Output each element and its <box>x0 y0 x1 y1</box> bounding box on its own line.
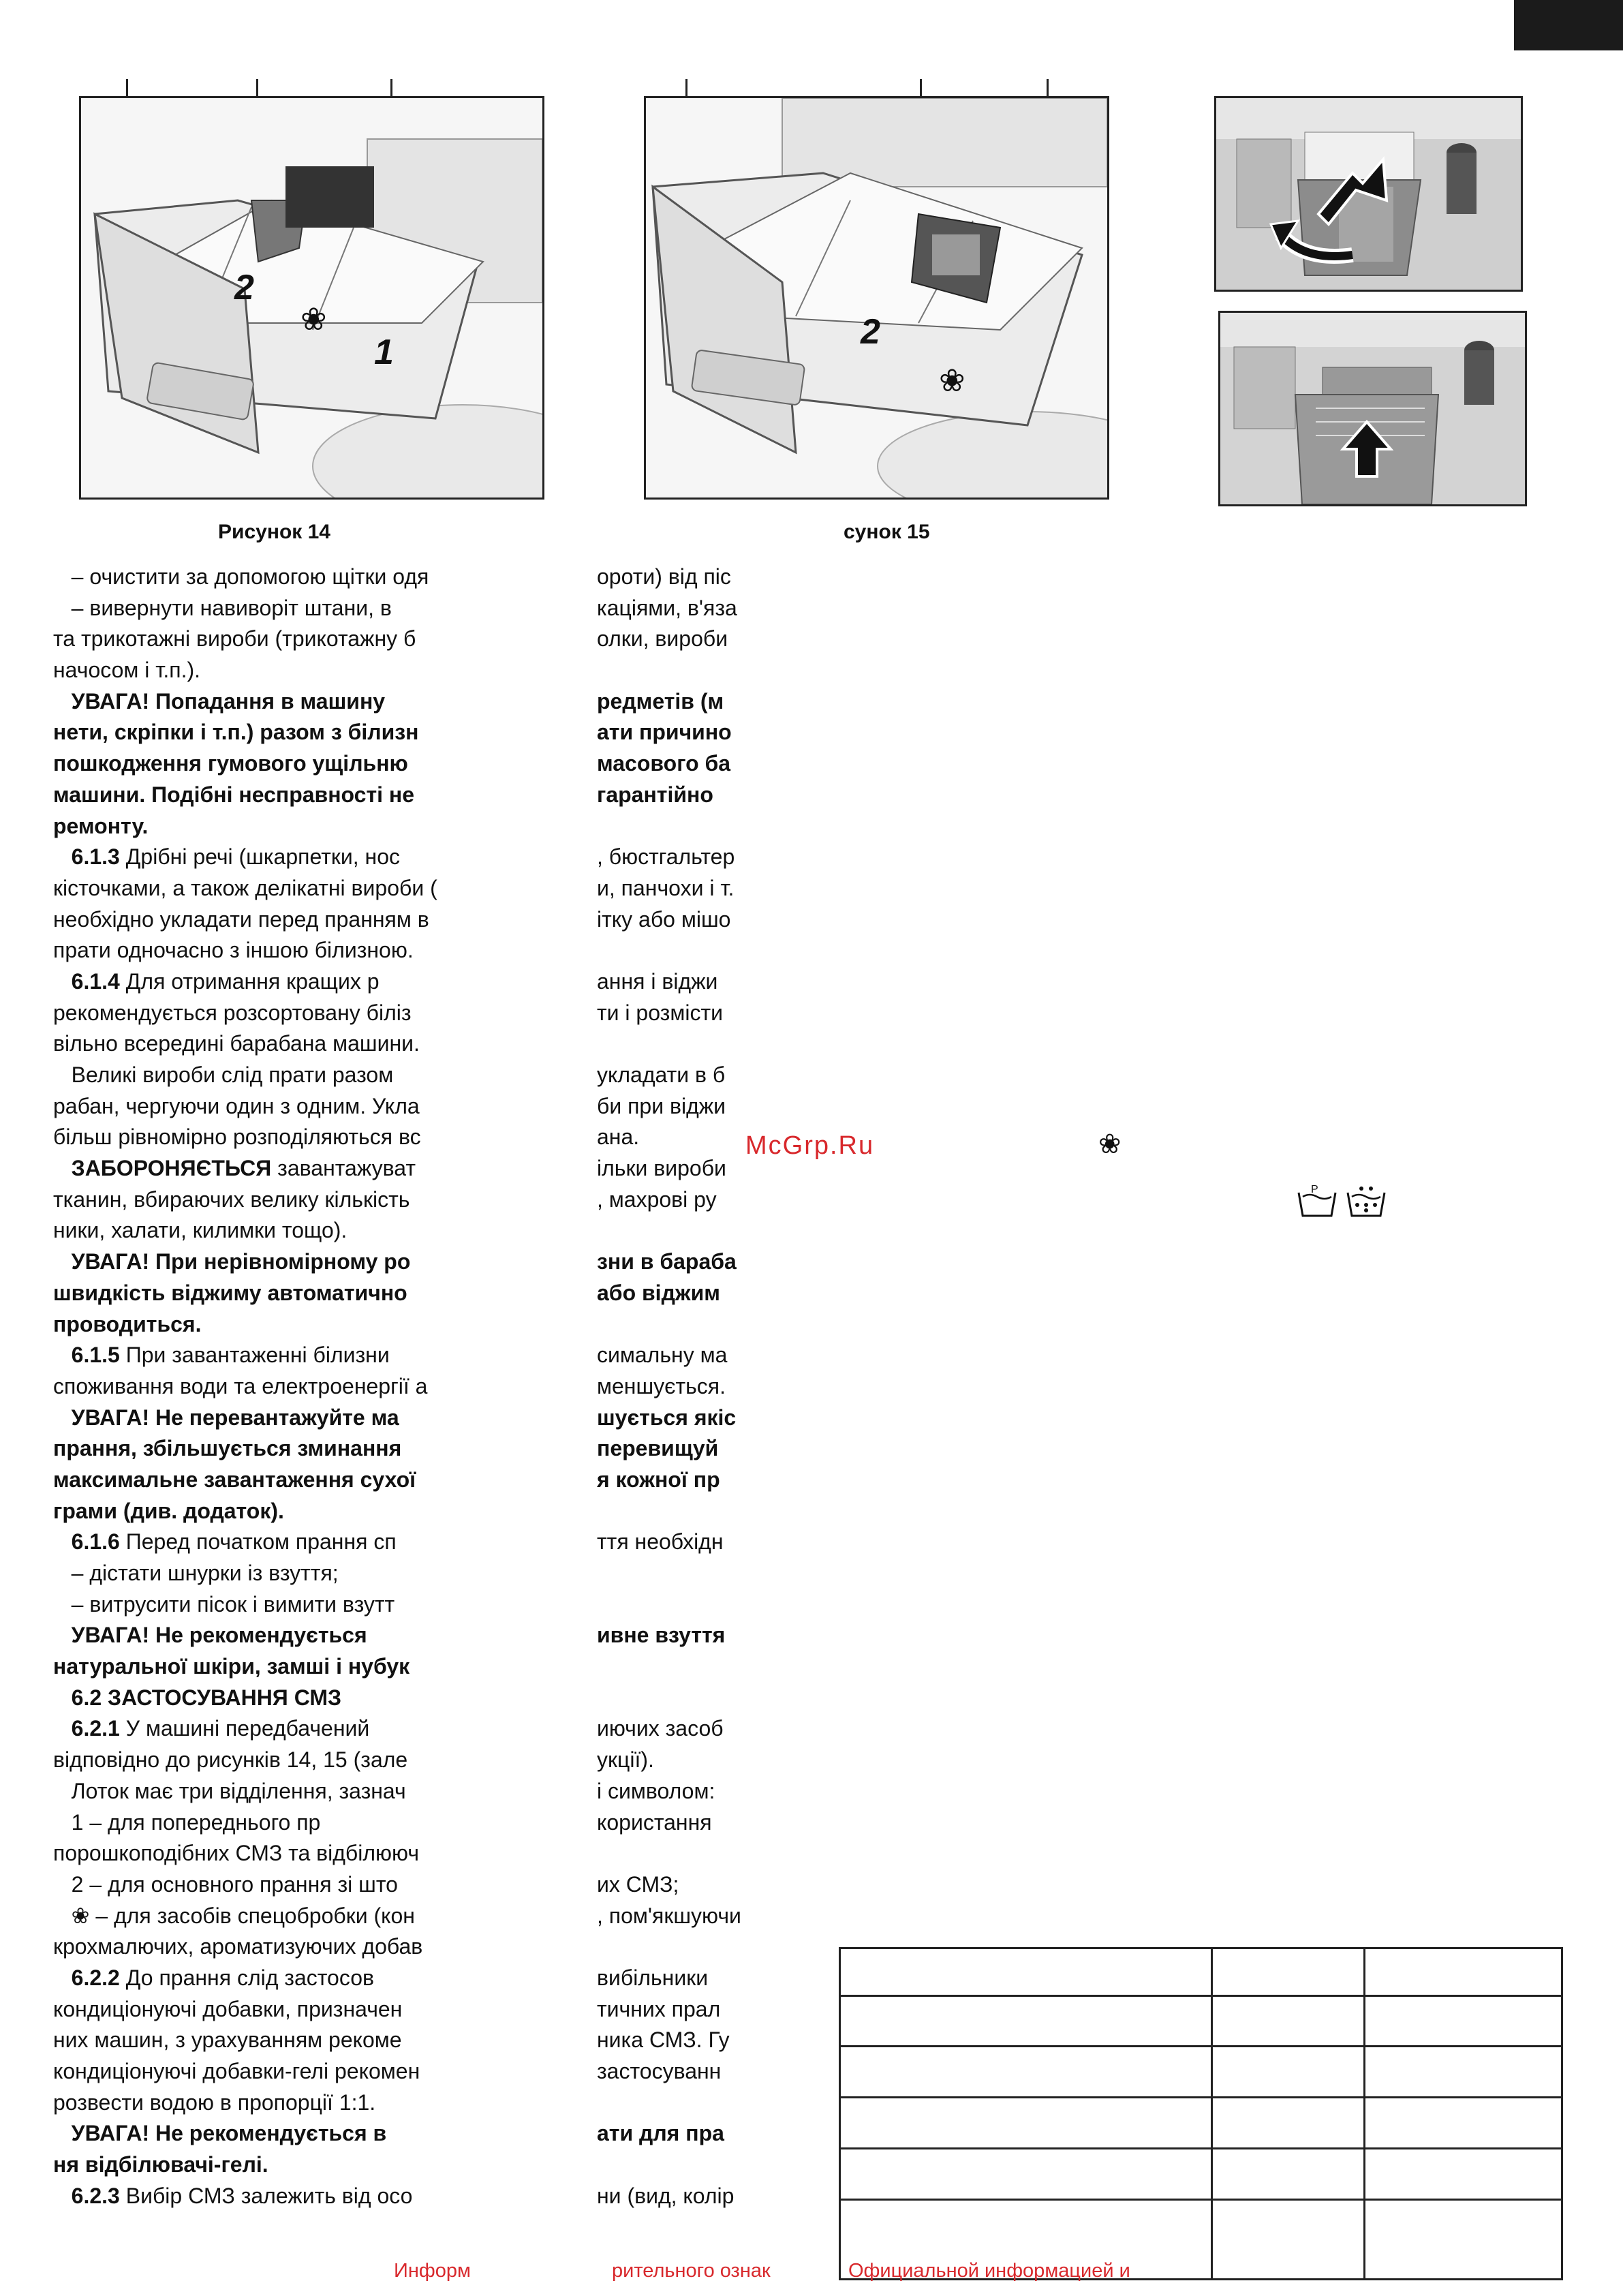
text-line: укладати в б <box>597 1062 726 1087</box>
text-line: нети, скріпки і т.п.) разом з білизн <box>53 720 419 745</box>
text-line: и, панчохи і т. <box>597 875 735 900</box>
figure-15-caption: сунок 15 <box>844 521 930 543</box>
text-line: ати причино <box>597 720 732 745</box>
text-line: , бюстгальтер <box>597 844 735 870</box>
left-text-column <box>53 562 437 2211</box>
text-line: 6.2 ЗАСТОСУВАННЯ СМЗ <box>53 1685 342 1710</box>
text-line: зни в бараба <box>597 1249 737 1274</box>
text-line: – очистити за допомогою щітки одя <box>53 564 429 589</box>
text-line: ня відбілювачі-гелі. <box>53 2152 268 2177</box>
text-line: грами (див. додаток). <box>53 1498 284 1523</box>
text-line: редметів (м <box>597 688 724 714</box>
text-line: начосом і т.п.). <box>53 658 201 683</box>
text-line: симальну ма <box>597 1343 728 1368</box>
text-line <box>597 1309 741 1341</box>
text-line: рабан, чергуючи один з одним. Укла <box>53 1093 420 1118</box>
text-line: і символом: <box>597 1778 715 1803</box>
text-line: відповідно до рисунків 14, 15 (зале <box>53 1747 408 1773</box>
page-corner-tab <box>1514 0 1623 50</box>
text-line: меншується. <box>597 1373 726 1398</box>
text-line <box>597 655 741 686</box>
data-table <box>839 1947 1563 2280</box>
text-line: , махрові ру <box>597 1187 717 1212</box>
text-line: 6.1.4 Для отримання кращих р <box>71 968 380 994</box>
footer-left: Информ <box>394 2260 471 2282</box>
text-line: ремонту. <box>53 813 149 838</box>
text-line: ороти) від піс <box>597 564 731 589</box>
text-line: ільки вироби <box>597 1156 726 1181</box>
text-line: максимальне завантаження сухої <box>53 1467 416 1492</box>
text-line <box>597 1215 741 1246</box>
text-line: порошкоподібних СМЗ та відбілююч <box>53 1841 419 1866</box>
text-line <box>597 1496 741 1527</box>
text-line: ана. <box>597 1124 640 1150</box>
text-line: Лоток має три відділення, зазнач <box>53 1778 406 1803</box>
text-line: я кожної пр <box>597 1467 720 1492</box>
drawer-illustration <box>81 98 542 498</box>
text-line: кондиціонуючі добавки-гелі рекомен <box>53 2059 420 2083</box>
text-line: гарантійно <box>597 782 713 807</box>
text-line: би при віджи <box>597 1093 726 1118</box>
text-line: застосуванн <box>597 2059 722 2083</box>
text-line: 6.1.3 Дрібні речі (шкарпетки, нос <box>71 844 400 870</box>
text-line: УВАГА! При нерівномірному ро <box>53 1249 411 1274</box>
figure-15-detergent-drawer <box>644 96 1109 500</box>
drawer-illustration <box>646 98 1107 498</box>
prewash-icon <box>1296 1183 1391 1224</box>
text-line: кондиціонуючі добавки, призначен <box>53 1996 403 2021</box>
photo-illustration <box>1220 313 1525 504</box>
text-line: иючих засоб <box>597 1716 724 1741</box>
text-line: кісточками, а також делікатні вироби ( <box>53 875 437 900</box>
text-line: УВАГА! Не рекомендується в <box>53 2121 387 2146</box>
text-line: их СМЗ; <box>597 1871 679 1897</box>
footer-middle: рительного ознак <box>612 2260 771 2282</box>
text-line <box>597 1589 741 1621</box>
text-line: 2 – для основного прання зі што <box>53 1871 398 1897</box>
text-line: 6.1.5 При завантаженні білизни <box>71 1343 390 1368</box>
text-line <box>597 1683 741 1714</box>
watermark: McGrp.Ru <box>745 1131 875 1160</box>
text-line: ття необхідн <box>597 1529 724 1555</box>
text-line: 6.2.1 У машині передбачений <box>71 1716 370 1741</box>
wash-symbols <box>1296 1183 1391 1227</box>
text-line <box>597 811 741 842</box>
text-line: УВАГА! Не рекомендується <box>53 1623 367 1648</box>
text-line: ника СМЗ. Гу <box>597 2027 730 2053</box>
text-line <box>597 1838 741 1869</box>
text-line <box>597 1558 741 1589</box>
text-line: вибільники <box>597 1965 709 1990</box>
text-line: або віджим <box>597 1280 720 1305</box>
text-line: – дістати шнурки із взуття; <box>53 1561 339 1585</box>
figure-14-caption: Рисунок 14 <box>218 521 330 543</box>
text-line: – вивернути навиворіт штани, в <box>53 595 392 620</box>
text-line <box>597 1651 741 1683</box>
text-line: – витрусити пісок і вимити взутт <box>53 1591 395 1617</box>
text-line: тканин, вбираючих велику кількість <box>53 1187 410 1212</box>
text-line: Великі вироби слід прати разом <box>53 1062 394 1087</box>
flower-icon: ❀ <box>1098 1129 1122 1159</box>
text-line: УВАГА! Попадання в машину <box>53 688 386 714</box>
text-line: розвести водою в пропорції 1:1. <box>53 2090 376 2115</box>
photo-illustration <box>1216 98 1521 290</box>
text-line: ЗАБОРОНЯЄТЬСЯ завантажуват <box>71 1156 416 1181</box>
svg-text:P: P <box>1311 1184 1318 1195</box>
text-line: шується якіс <box>597 1405 737 1430</box>
text-line: швидкість віджиму автоматично <box>53 1280 407 1305</box>
text-line: прання, збільшується зминання <box>53 1436 402 1461</box>
text-line: , пом'якшуючи <box>597 1903 741 1928</box>
text-line: машини. Подібні несправності не <box>53 782 415 807</box>
text-line: ❀ – для засобів спецобробки (кон <box>53 1903 415 1928</box>
text-line: більш рівномірно розподіляються вс <box>53 1124 421 1150</box>
text-line: ати для пра <box>597 2121 724 2146</box>
text-line: ники, халати, килимки тощо). <box>53 1218 347 1243</box>
text-line <box>597 2149 741 2181</box>
compartment-label: 1 <box>374 333 394 372</box>
text-line: рекомендується розсортовану біліз <box>53 1000 412 1025</box>
text-line: олки, вироби <box>597 626 728 652</box>
text-line: користання <box>597 1809 712 1835</box>
text-line: УВАГА! Не перевантажуйте ма <box>53 1405 399 1430</box>
text-line: каціями, в'яза <box>597 595 737 620</box>
text-line: пошкодження гумового ущільню <box>53 751 408 776</box>
text-line: ітку або мішо <box>597 906 731 932</box>
text-line: ти і розмісти <box>597 1000 723 1025</box>
text-line <box>597 1931 741 1963</box>
text-line <box>597 935 741 966</box>
text-line: ання і віджи <box>597 968 718 994</box>
text-line: 6.2.2 До прання слід застосов <box>71 1965 374 1990</box>
text-line: 1 – для попереднього пр <box>53 1809 321 1835</box>
text-line: проводиться. <box>53 1311 202 1336</box>
text-line <box>597 2087 741 2119</box>
text-line: укції). <box>597 1747 654 1773</box>
text-line: 6.1.6 Перед початком прання сп <box>71 1529 397 1555</box>
text-line: масового ба <box>597 751 731 776</box>
text-line: натуральної шкіри, замші і нубук <box>53 1654 410 1679</box>
text-line: вільно всередині барабана машини. <box>53 1031 420 1056</box>
right-text-column <box>597 562 741 2211</box>
text-line: необхідно укладати перед пранням в <box>53 906 429 932</box>
text-line: ивне взуття <box>597 1623 726 1648</box>
text-line: споживання води та електроенергії а <box>53 1373 428 1398</box>
flower-icon: ❀ <box>939 362 965 399</box>
text-line: них машин, з урахуванням рекоме <box>53 2027 402 2053</box>
footer-right: Официальной информацией и <box>848 2260 1130 2282</box>
photo-drawer-insert-install <box>1218 311 1527 506</box>
compartment-label: 2 <box>861 312 880 352</box>
text-line <box>597 1028 741 1060</box>
text-line: тичних прал <box>597 1996 721 2021</box>
text-line: крохмалючих, ароматизуючих добав <box>53 1934 423 1959</box>
text-line: прати одночасно з іншою білизною. <box>53 938 414 963</box>
text-line: перевищуй <box>597 1436 719 1461</box>
text-line: 6.2.3 Вибір СМЗ залежить від осо <box>71 2183 413 2208</box>
flower-icon: ❀ <box>300 301 327 337</box>
photo-drawer-insert-removal <box>1214 96 1523 292</box>
text-line: та трикотажні вироби (трикотажну б <box>53 626 416 652</box>
text-line: ни (вид, колір <box>597 2183 735 2208</box>
figure-14-detergent-drawer <box>79 96 544 500</box>
compartment-label: 2 <box>234 268 254 307</box>
